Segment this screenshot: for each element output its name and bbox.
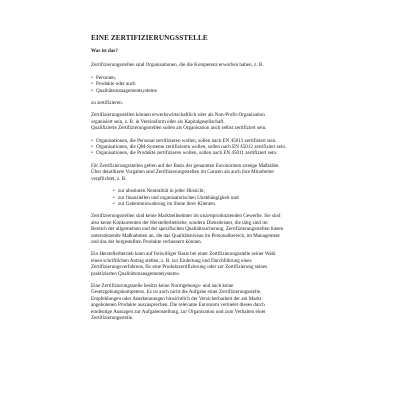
list-item: • Produkte oder auch [91, 81, 344, 87]
section-heading: Was ist das? [91, 48, 118, 54]
paragraph-line: organisiert sein, z. B. in Vereinsform oder als Kapitalgesellschaft. [91, 118, 225, 125]
paragraph-line: Ein Herstellerbetrieb kann auf freiwilliger Basis bei einer Zertifizierungsstelle seiner Wahl [91, 251, 276, 258]
intro-paragraph: Zertifizierungsstellen sind Organisationen, die die Kompetenz erworben haben, z. B. [91, 62, 264, 69]
paragraph-line: Zertifizierungsstellen können erwerbswirtschaftlich oder als Non-Profit-Organisation [91, 112, 265, 119]
list-item: • zur Geheimniswahrung im Sinne ihrer Klienten. [113, 201, 344, 207]
paragraph-line: verpflichtet, z. B. [91, 175, 127, 182]
paragraph-line: also keine Konkurrenten der Herstellerbetriebe, sondern Dienstleister, die tätig sind im [91, 219, 268, 226]
paragraph-line: praktizierten Qualitätsmanagementsystems. [91, 270, 180, 277]
obligations-list [113, 188, 344, 207]
certifiable-items-list [91, 75, 344, 94]
list-item: • Organisationen, die QM-Systeme zertifizieren wollen, sollen nach EN 45012 zertifiziert sein. [91, 144, 344, 150]
paragraph-line: und das der hergestellten Produkte verbessern können. [91, 238, 202, 245]
paragraph-line: Zertifizierungsstelle. [91, 315, 134, 321]
paragraph-line: Zertifizierungsverfahrens, für eine Produktzertifizierung oder zur Zertifizierung seines [91, 264, 268, 271]
paragraph-line: Gesetzgebungskompetenz. Es ist auch nicht die Aufgabe einer Zertifizierungsstelle, [91, 289, 262, 296]
to-certify-text: zu zertifizieren. [91, 100, 123, 107]
paragraph-line: Über detaillierte Vorgaben sind Zertifizierungsstellen im Ganzen als auch ihre Mitarbeiter [91, 169, 275, 176]
paragraph-line: Für Zertifizierungsstellen gelten auf der Basis der genannten Euronormen strenge Maßstäbe. [91, 162, 280, 169]
paragraph-line: eindeutige Aussagen zur Aufgabenstellung, zur Organisation und zum Verhalten einer [91, 308, 266, 315]
paragraph-line: einen schriftlichen Antrag stellen, z. B. zur Einleitung und Durchführung eines [91, 257, 252, 264]
list-item: • zur absoluten Neutralität in jeder Hinsicht, [113, 188, 344, 194]
paragraph-line: Qualifizierte Zertifizierungsstellen sollen als Organisation auch selbst zertifiziert sein. [91, 125, 267, 132]
page-title: EINE ZERTIFIZIERUNGSSTELLE [91, 34, 208, 42]
list-item: • Organisationen, die Personal zertifizieren wollen, sollen nach EN 45013 zertifiziert sein. [91, 138, 344, 144]
paragraph-line: Empfehlungen oder Anerkennungen hinsichtlich der Versicherbarkeit der am Markt [91, 295, 262, 302]
paragraph-line: Eine Zertifizierungsstelle besitzt keine Normgebungs- und auch keine [91, 282, 234, 289]
list-item: • Personen, [91, 75, 344, 81]
standards-paragraph [91, 163, 344, 182]
market-paragraph [91, 213, 344, 245]
paragraph-line: Zertifizierungsstellen sind keine Marktteilnehmer im unzertprodutztenden Gewerbe. Sie sind [91, 213, 281, 220]
norms-list [91, 138, 344, 157]
list-item: • zur finanziellen und organisatorischen Unabhängigkeit und [113, 195, 344, 201]
organisation-paragraph [91, 112, 344, 131]
application-paragraph [91, 251, 344, 277]
paragraph-line: Bereich der allgemeinen und der spezifischen Qualitätssicherung. Zertifizierungsstellen bieten [91, 226, 284, 233]
list-item: • Organisationen, die Produkte zertifizieren wollen, sollen nach EN 45011 zertifiziert sein. [91, 150, 344, 156]
competence-paragraph [91, 283, 344, 321]
paragraph-line: unterstützende Maßnahmen an, die das Qualitätsniveau im Personalbereich, im Management [91, 232, 280, 239]
paragraph-line: angebotenen Produkte auszusprechen. Die relevante Euronorm verbietet dieses durch [91, 302, 265, 309]
list-item: • Qualitätsmanagementsysteme [91, 88, 344, 94]
